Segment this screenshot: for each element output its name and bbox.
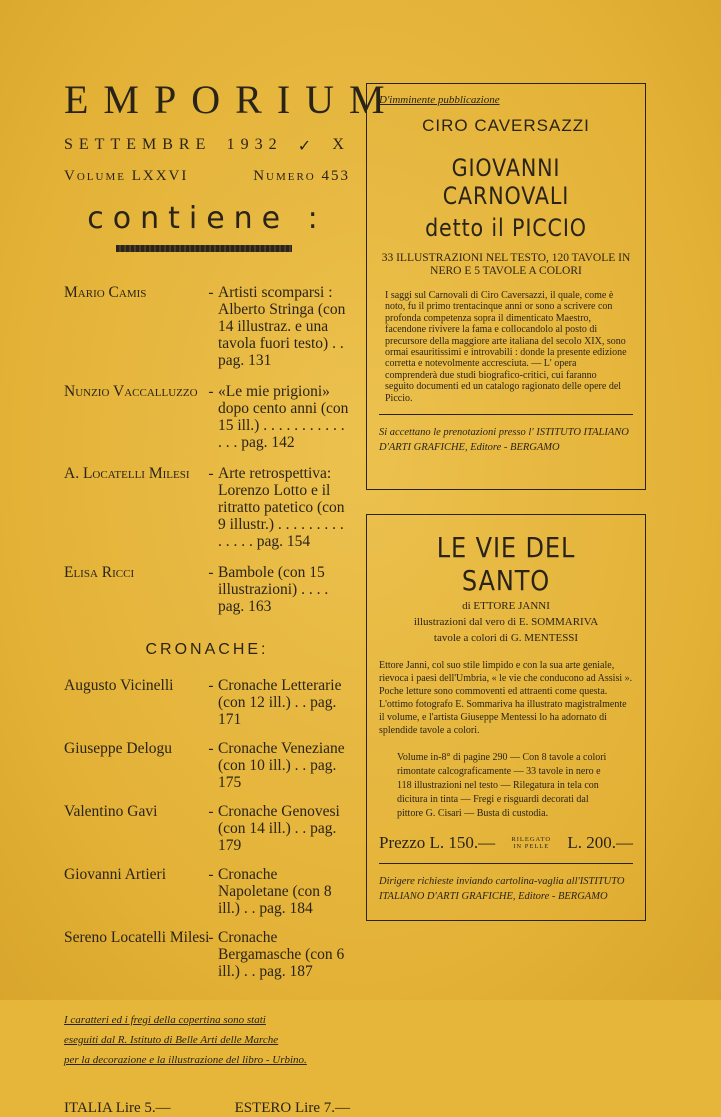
ad-details: Volume in-8° di pagine 290 — Con 8 tavole a colori rimontate calcograficamente — 33 tavole in nero e 118 illustrazioni nel testo — Rilegatura in tela con dicitura in tinta — Fregi e risguardi decorati dal pittore G. Cisari — Busta di custodia. xyxy=(397,752,607,819)
entry-description: Cronache Veneziane (con 10 ill.) . . pag. 175 xyxy=(218,740,345,791)
entry-author: Giuseppe Delogu xyxy=(64,740,173,757)
ad-carnovali xyxy=(366,83,646,490)
entry-author: Nunzio Vaccalluzzo xyxy=(64,383,198,400)
binding-label: RILEGATO IN PELLE xyxy=(511,836,552,850)
decorative-rule xyxy=(116,245,292,252)
price-standard: Prezzo L. 150.— xyxy=(379,833,496,852)
ad-subtitle: detto il PICCIO xyxy=(425,214,587,242)
cronache-entry: Sereno Locatelli Milesi - Cronache Bergamasche (con 6 ill.) . . pag. 187 xyxy=(64,929,350,980)
contents-list xyxy=(64,284,350,615)
cronache-entry: Giuseppe Delogu - Cronache Veneziane (con 10 ill.) . . pag. 175 xyxy=(64,740,350,791)
era-year: X xyxy=(332,136,350,153)
volume-line xyxy=(64,168,350,185)
entry-author: A. Locatelli Milesi xyxy=(64,465,190,482)
entry-author: Mario Camis xyxy=(64,284,147,301)
cover-note-line: per la decorazione e la illustrazione del libro - Urbino. xyxy=(64,1054,307,1066)
entry-description: Cronache Letterarie (con 12 ill.) . . pag. 171 xyxy=(218,677,342,728)
entry-description: Artisti scomparsi : Alberto Stringa (con 14 illustraz. e una tavola fuori testo) . . pag. 131 xyxy=(218,284,346,369)
ad-credit: illustrazioni dal vero di E. SOMMARIVA xyxy=(413,616,599,628)
number-label: Numero xyxy=(253,168,316,184)
ad-author: CIRO CAVERSAZZI xyxy=(422,116,590,135)
entry-description: «Le mie prigioni» dopo cento anni (con 15 ill.) . . . . . . . . . . . . . . pag. 142 xyxy=(218,383,349,451)
contents-entry: Nunzio Vaccalluzzo - «Le mie prigioni» dopo cento anni (con 15 ill.) . . . . . . . . . . . . . . pag. 142 xyxy=(64,383,349,451)
ad-footer: Dirigere richieste inviando cartolina-vaglia all'ISTITUTO ITALIANO D'ARTI GRAFICHE, Editore - BERGAMO xyxy=(379,876,625,902)
contents-entry: Mario Camis - Artisti scomparsi : Alberto Stringa (con 14 illustraz. e una tavola fuori testo) . . pag. 131 xyxy=(64,284,350,369)
ad-illustrations: 33 ILLUSTRAZIONI NEL TESTO, 120 TAVOLE IN NERO E 5 TAVOLE A COLORI xyxy=(381,252,631,277)
issue-month: SETTEMBRE xyxy=(64,136,212,153)
volume-label: Volume xyxy=(64,168,126,184)
volume-number: LXXVI xyxy=(131,168,189,184)
entry-author: Sereno Locatelli Milesi xyxy=(64,929,210,946)
price-italia: ITALIA Lire 5.— xyxy=(64,1100,171,1116)
cronache-heading: CRONACHE: xyxy=(145,641,269,658)
entry-description: Arte retrospettiva: Lorenzo Lotto e il ritratto patetico (con 9 illustr.) . . . . . . . . . . . . . . pag. 154 xyxy=(218,465,345,550)
era-mark: ✓ xyxy=(297,138,318,155)
entry-author: Valentino Gavi xyxy=(64,803,158,820)
ad-vie-del-santo xyxy=(366,514,646,921)
ad-footer: Si accettano le prenotazioni presso l' ISTITUTO ITALIANO D'ARTI GRAFICHE, Editore - BERGAMO xyxy=(379,427,629,454)
contents-entry: Elisa Ricci - Bambole (con 15 illustrazioni) . . . . pag. 163 xyxy=(64,564,350,615)
entry-author: Giovanni Artieri xyxy=(64,866,167,883)
price-estero: ESTERO Lire 7.— xyxy=(234,1100,350,1116)
contents-entry: A. Locatelli Milesi - Arte retrospettiva: Lorenzo Lotto e il ritratto patetico (con 9 illustr.) . . . . . . . . . . . . . . pag. 154 xyxy=(64,465,350,550)
entry-description: Cronache Napoletane (con 8 ill.) . . pag. 184 xyxy=(218,866,332,917)
entry-author: Augusto Vicinelli xyxy=(64,677,174,694)
entry-author: Elisa Ricci xyxy=(64,564,135,581)
cover-credit-note xyxy=(64,1010,350,1070)
cronache-entry: Augusto Vicinelli - Cronache Letterarie (con 12 ill.) . . pag. 171 xyxy=(64,677,350,728)
cover-note-line: eseguiti dal R. Istituto di Belle Arti delle Marche xyxy=(64,1034,279,1046)
issue-prices xyxy=(64,1100,350,1117)
cronache-entry: Valentino Gavi - Cronache Genovesi (con 14 ill.) . . pag. 179 xyxy=(64,803,350,854)
ad-body: Ettore Janni, col suo stile limpido e con la sua arte geniale, rievoca i paesi dell'Umbria, « le vie che conducono ad Assisi ». Poche letture sono commoventi ed attraenti come questa. L'ottimo fotografo E. Sommariva ha illustrato magistralmente il volume, e l'artista Giuseppe Mentessi lo ha adornato di splendide tavole a colori. xyxy=(379,660,633,736)
contents-column xyxy=(64,77,400,1117)
entry-description: Cronache Bergamasche (con 6 ill.) . . pag. 187 xyxy=(218,929,345,980)
issue-year: 1932 xyxy=(226,136,283,153)
issue-date xyxy=(64,136,350,156)
entry-description: Bambole (con 15 illustrazioni) . . . . pag. 163 xyxy=(218,564,329,615)
cover-note-line: I caratteri ed i fregi della copertina sono stati xyxy=(64,1014,266,1026)
issue-number: 453 xyxy=(321,168,350,184)
ad-body: I saggi sul Carnovali di Ciro Caversazzi, il quale, come è noto, fu il primo trentacinque anni or sono a scrivere con profonda competenza sopra il dimenticato Maestro, facendone rivivere la fama e collocandolo al posto di precursore della maggiore arte italiana del secolo XIX, sono ormai esauritissimi e introvabili : donde la presente edizione corretta e notevolmente accresciuta. — L' opera comprenderà due studi biografico-critici, cui faranno seguito documenti ed un catalogo ragionato delle opere del Piccio. xyxy=(385,290,627,404)
cronache-list xyxy=(64,677,350,980)
ad-credit: tavole a colori di G. MENTESSI xyxy=(433,632,579,644)
ad-title: GIOVANNI CARNOVALI xyxy=(442,154,570,210)
ad-credit: di ETTORE JANNI xyxy=(462,600,550,612)
entry-description: Cronache Genovesi (con 14 ill.) . . pag. 179 xyxy=(218,803,340,854)
contents-heading: contiene : xyxy=(87,201,327,236)
cronache-entry: Giovanni Artieri - Cronache Napoletane (con 8 ill.) . . pag. 184 xyxy=(64,866,350,917)
ad-tag: D'imminente pubblicazione xyxy=(379,94,500,106)
ad-title: LE VIE DEL SANTO xyxy=(436,531,576,597)
divider xyxy=(379,414,633,415)
divider xyxy=(379,863,633,864)
price-leather: L. 200.— xyxy=(567,833,633,852)
magazine-title: EMPORIUM xyxy=(64,77,400,122)
ad-prices xyxy=(379,833,633,853)
